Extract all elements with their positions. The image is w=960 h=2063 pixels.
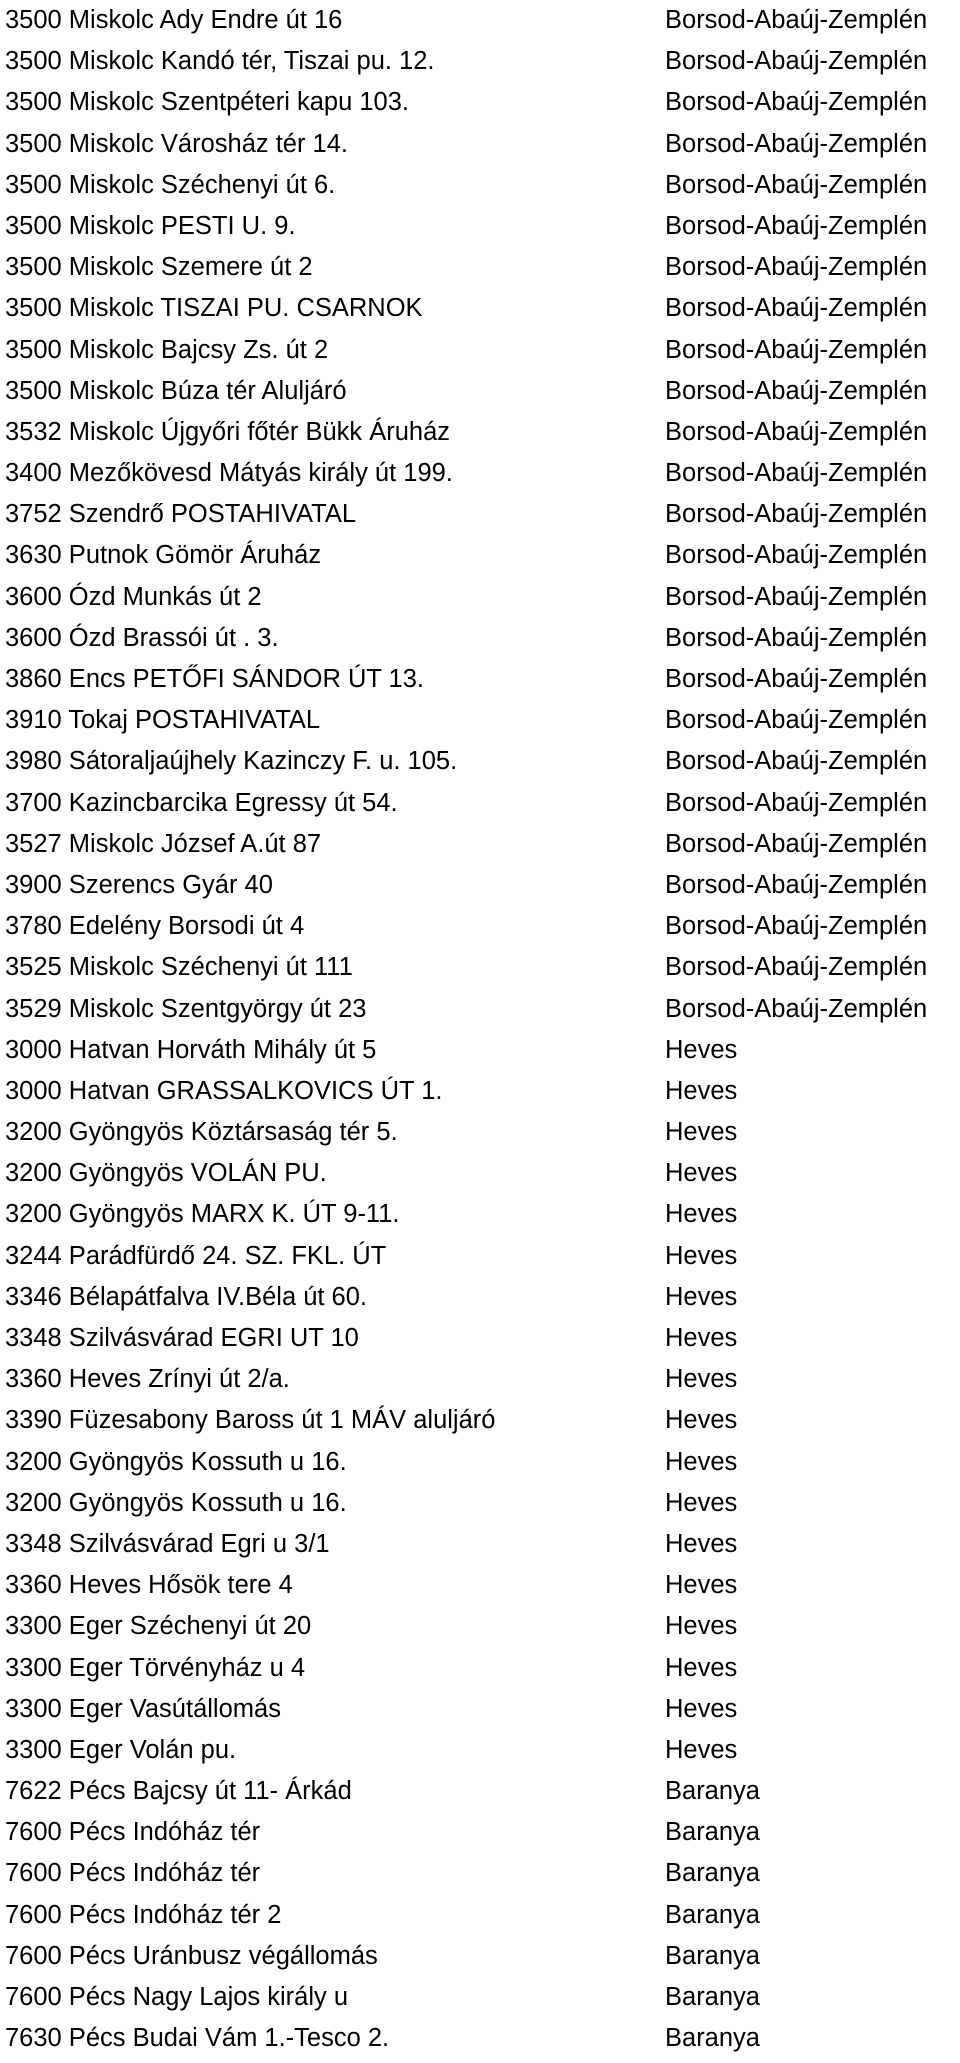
address-text: 3000 Hatvan Horváth Mihály út 5 <box>5 1035 377 1064</box>
address-text: 7600 Pécs Indóház tér 2 <box>5 1900 282 1929</box>
list-row <box>0 1071 960 1112</box>
county-text: Heves <box>665 1529 738 1558</box>
county-text: Heves <box>665 1447 738 1476</box>
address-text: 3500 Miskolc Búza tér Aluljáró <box>5 376 347 405</box>
list-row <box>0 453 960 494</box>
address-text: 3244 Parádfürdő 24. SZ. FKL. ÚT <box>5 1241 387 1270</box>
address-text: 7630 Pécs Budai Vám 1.-Tesco 2. <box>5 2024 390 2053</box>
county-text: Borsod-Abaúj-Zemplén <box>665 788 928 817</box>
address-text: 3500 Miskolc Kandó tér, Tiszai pu. 12. <box>5 47 435 76</box>
county-text: Borsod-Abaúj-Zemplén <box>665 88 928 117</box>
county-text: Baranya <box>665 1983 760 2011</box>
address-text: 3200 Gyöngyös Kossuth u 16. <box>5 1447 347 1476</box>
list-row <box>0 124 960 165</box>
county-text: Borsod-Abaúj-Zemplén <box>665 294 928 323</box>
address-text: 3529 Miskolc Szentgyörgy út 23 <box>5 994 367 1023</box>
address-text: 7600 Pécs Nagy Lajos király u <box>5 1983 349 2011</box>
county-text: Baranya <box>665 1900 760 1929</box>
address-text: 3700 Kazincbarcika Egressy út 54. <box>5 788 398 817</box>
county-text: Heves <box>665 1118 738 1147</box>
address-text: 3780 Edelény Borsodi út 4 <box>5 912 305 941</box>
address-text: 3860 Encs PETŐFI SÁNDOR ÚT 13. <box>5 665 425 693</box>
county-text: Borsod-Abaúj-Zemplén <box>665 500 928 529</box>
address-text: 3500 Miskolc Széchenyi út 6. <box>5 170 336 199</box>
list-row <box>0 1936 960 1977</box>
address-text: 7600 Pécs Indóház tér <box>5 1859 261 1888</box>
county-text: Borsod-Abaúj-Zemplén <box>665 253 928 282</box>
address-text: 3900 Szerencs Gyár 40 <box>5 870 273 899</box>
list-row <box>0 1236 960 1277</box>
county-text: Borsod-Abaúj-Zemplén <box>665 953 928 982</box>
address-text: 3400 Mezőkövesd Mátyás király út 199. <box>5 459 453 488</box>
address-text: 3390 Füzesabony Baross út 1 MÁV aluljáró <box>5 1406 496 1435</box>
address-text: 3752 Szendrő POSTAHIVATAL <box>5 500 357 529</box>
county-text: Borsod-Abaúj-Zemplén <box>665 376 928 405</box>
address-text: 3500 Miskolc PESTI U. 9. <box>5 211 296 240</box>
list-row <box>0 1812 960 1853</box>
county-text: Heves <box>665 1735 738 1764</box>
county-text: Baranya <box>665 2024 760 2053</box>
county-text: Borsod-Abaúj-Zemplén <box>665 582 928 611</box>
address-text: 3500 Miskolc Városház tér 14. <box>5 129 349 158</box>
county-text: Borsod-Abaúj-Zemplén <box>665 211 928 240</box>
list-row <box>0 165 960 206</box>
county-text: Borsod-Abaúj-Zemplén <box>665 706 928 735</box>
address-text: 7622 Pécs Bajcsy út 11- Árkád <box>5 1777 352 1806</box>
county-text: Borsod-Abaúj-Zemplén <box>665 417 928 446</box>
address-text: 3300 Eger Volán pu. <box>5 1735 237 1764</box>
list-row <box>0 741 960 782</box>
county-text: Heves <box>665 1488 738 1517</box>
list-row <box>0 989 960 1030</box>
list-row <box>0 1277 960 1318</box>
list-row <box>0 1853 960 1894</box>
list-row <box>0 0 960 41</box>
list-row <box>0 1730 960 1771</box>
address-text: 3527 Miskolc József A.út 87 <box>5 829 322 858</box>
address-text: 3300 Eger Törvényház u 4 <box>5 1653 306 1682</box>
list-row <box>0 412 960 453</box>
county-text: Heves <box>665 1200 738 1229</box>
list-row <box>0 1318 960 1359</box>
list-row <box>0 906 960 947</box>
county-text: Borsod-Abaúj-Zemplén <box>665 541 928 570</box>
list-row <box>0 2018 960 2059</box>
address-text: 3910 Tokaj POSTAHIVATAL <box>5 706 321 735</box>
address-text: 3300 Eger Vasútállomás <box>5 1694 281 1723</box>
list-row <box>0 330 960 371</box>
county-text: Borsod-Abaúj-Zemplén <box>665 170 928 199</box>
county-text: Baranya <box>665 1818 760 1847</box>
county-text: Heves <box>665 1571 738 1600</box>
address-text: 3348 Szilvásvárad Egri u 3/1 <box>5 1529 330 1558</box>
address-text: 3300 Eger Széchenyi út 20 <box>5 1612 312 1641</box>
county-text: Heves <box>665 1241 738 1270</box>
list-row <box>0 371 960 412</box>
list-row <box>0 1442 960 1483</box>
list-row <box>0 947 960 988</box>
list-row <box>0 577 960 618</box>
county-text: Borsod-Abaúj-Zemplén <box>665 870 928 899</box>
address-text: 3500 Miskolc Szemere út 2 <box>5 253 313 282</box>
address-text: 3630 Putnok Gömör Áruház <box>5 541 322 570</box>
county-text: Heves <box>665 1365 738 1394</box>
list-row <box>0 535 960 576</box>
county-text: Borsod-Abaúj-Zemplén <box>665 6 928 34</box>
list-row <box>0 1112 960 1153</box>
list-row <box>0 247 960 288</box>
list-row <box>0 41 960 82</box>
county-text: Borsod-Abaúj-Zemplén <box>665 912 928 941</box>
county-text: Borsod-Abaúj-Zemplén <box>665 335 928 364</box>
county-text: Baranya <box>665 1859 760 1888</box>
address-text: 7600 Pécs Indóház tér <box>5 1818 261 1847</box>
county-text: Borsod-Abaúj-Zemplén <box>665 747 928 776</box>
list-row <box>0 1400 960 1441</box>
county-text: Borsod-Abaúj-Zemplén <box>665 129 928 158</box>
address-text: 3525 Miskolc Széchenyi út 111 <box>5 953 353 982</box>
list-row <box>0 1359 960 1400</box>
list-row <box>0 783 960 824</box>
county-text: Borsod-Abaúj-Zemplén <box>665 623 928 652</box>
address-text: 3346 Bélapátfalva IV.Béla út 60. <box>5 1282 368 1311</box>
list-row <box>0 1194 960 1235</box>
list-row <box>0 288 960 329</box>
address-text: 3500 Miskolc Bajcsy Zs. út 2 <box>5 335 329 364</box>
address-text: 3000 Hatvan GRASSALKOVICS ÚT 1. <box>5 1076 443 1105</box>
list-row <box>0 1648 960 1689</box>
address-text: 3600 Ózd Munkás út 2 <box>5 582 262 611</box>
address-text: 3500 Miskolc Szentpéteri kapu 103. <box>5 88 409 117</box>
county-text: Heves <box>665 1159 738 1188</box>
list-row <box>0 1565 960 1606</box>
county-text: Borsod-Abaúj-Zemplén <box>665 829 928 858</box>
list-row <box>0 865 960 906</box>
list-row <box>0 1030 960 1071</box>
address-text: 3500 Miskolc Ady Endre út 16 <box>5 6 343 34</box>
address-text: 3360 Heves Hősök tere 4 <box>5 1571 293 1600</box>
list-row <box>0 206 960 247</box>
list-row <box>0 82 960 123</box>
county-text: Borsod-Abaúj-Zemplén <box>665 665 928 693</box>
list-row <box>0 1977 960 2018</box>
address-text: 3980 Sátoraljaújhely Kazinczy F. u. 105. <box>5 747 458 776</box>
address-text: 3532 Miskolc Újgyőri főtér Bükk Áruház <box>5 417 451 446</box>
address-text: 3500 Miskolc TISZAI PU. CSARNOK <box>5 294 423 323</box>
list-row <box>0 1153 960 1194</box>
county-text: Heves <box>665 1035 738 1064</box>
county-text: Heves <box>665 1324 738 1352</box>
address-text: 3348 Szilvásvárad EGRI UT 10 <box>5 1324 359 1352</box>
list-row <box>0 1606 960 1647</box>
list-row <box>0 1895 960 1936</box>
address-text: 3200 Gyöngyös VOLÁN PU. <box>5 1159 327 1188</box>
county-text: Heves <box>665 1076 738 1105</box>
county-text: Heves <box>665 1406 738 1435</box>
county-text: Heves <box>665 1694 738 1723</box>
address-text: 3360 Heves Zrínyi út 2/a. <box>5 1365 290 1394</box>
list-row <box>0 824 960 865</box>
address-text: 3200 Gyöngyös Köztársaság tér 5. <box>5 1118 398 1147</box>
list-row <box>0 1524 960 1565</box>
address-text: 3200 Gyöngyös Kossuth u 16. <box>5 1488 347 1517</box>
list-row <box>0 1689 960 1730</box>
county-text: Heves <box>665 1612 738 1641</box>
county-text: Heves <box>665 1282 738 1311</box>
county-text: Borsod-Abaúj-Zemplén <box>665 459 928 488</box>
list-row <box>0 659 960 700</box>
county-text: Heves <box>665 1653 738 1682</box>
list-row <box>0 1771 960 1812</box>
list-row <box>0 700 960 741</box>
county-text: Baranya <box>665 1941 760 1970</box>
list-row <box>0 1483 960 1524</box>
county-text: Borsod-Abaúj-Zemplén <box>665 994 928 1023</box>
address-text: 3600 Ózd Brassói út . 3. <box>5 623 279 652</box>
address-text: 7600 Pécs Uránbusz végállomás <box>5 1941 378 1970</box>
county-text: Borsod-Abaúj-Zemplén <box>665 47 928 76</box>
county-text: Baranya <box>665 1777 760 1806</box>
address-text: 3200 Gyöngyös MARX K. ÚT 9-11. <box>5 1200 400 1229</box>
list-row <box>0 618 960 659</box>
list-row <box>0 494 960 535</box>
